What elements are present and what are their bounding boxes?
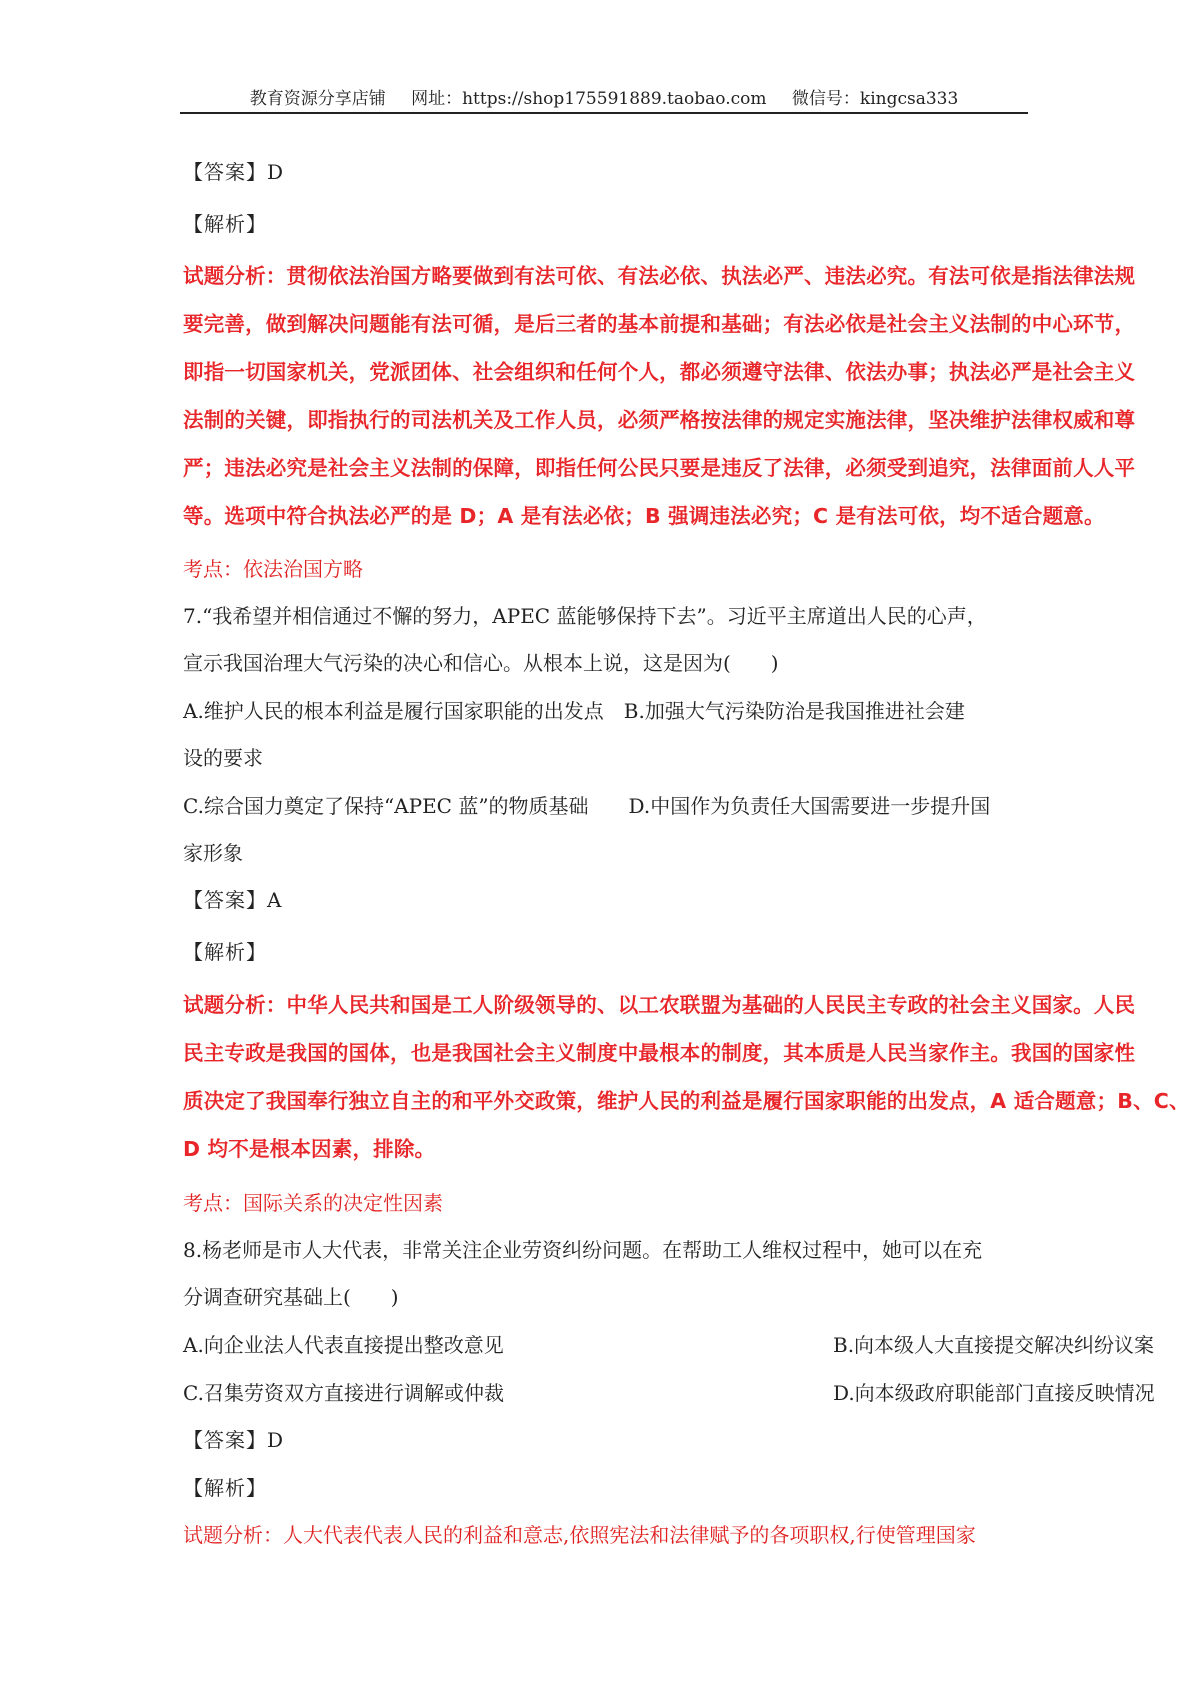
page-header — [180, 84, 1028, 114]
q8-analysis-label: 【解析】 — [183, 1476, 267, 1500]
q6-analysis-label: 【解析】 — [183, 212, 267, 236]
q7-analysis-line: D 均不是根本因素，排除。 — [183, 1137, 436, 1161]
header-shop: 教育资源分享店铺 — [249, 89, 386, 109]
q8-stem-line: 分调查研究基础上( ) — [183, 1285, 399, 1309]
q7-analysis-label: 【解析】 — [183, 940, 267, 964]
q6-analysis-line: 试题分析：贯彻依法治国方略要做到有法可依、有法必依、执法必严、违法必究。有法可依是指法律法规 — [183, 264, 1136, 288]
q7-option-line: 家形象 — [183, 841, 243, 865]
q8-option-row — [183, 1377, 1155, 1406]
q8-option-c: C.召集劳资双方直接进行调解或仲裁 — [183, 1381, 504, 1405]
q6-answer: 【答案】D — [183, 160, 285, 184]
q7-option-line: A.维护人民的根本利益是履行国家职能的出发点 B.加强大气污染防治是我国推进社会建 — [183, 699, 965, 723]
q8-option-a: A.向企业法人代表直接提出整改意见 — [183, 1333, 504, 1357]
q8-option-row — [183, 1329, 1155, 1358]
q8-option-d: D.向本级政府职能部门直接反映情况 — [833, 1381, 1155, 1405]
q8-analysis-line: 试题分析：人大代表代表人民的利益和意志,依照宪法和法律赋予的各项职权,行使管理国家 — [183, 1523, 976, 1547]
header-url: 网址：https://shop175591889.taobao.com — [411, 89, 767, 109]
q6-analysis-line: 严；违法必究是社会主义法制的保障，即指任何公民只要是违反了法律，必须受到追究，法律面前人人平 — [183, 456, 1136, 480]
q7-option-line: 设的要求 — [183, 746, 263, 770]
header-wechat: 微信号：kingcsa333 — [791, 89, 959, 109]
q8-answer: 【答案】D — [183, 1428, 285, 1452]
q6-analysis-line: 等。选项中符合执法必严的是 D；A 是有法必依；B 强调违法必究；C 是有法可依，均不适合题意。 — [183, 504, 1105, 528]
q7-kaodian: 考点：国际关系的决定性因素 — [183, 1191, 443, 1215]
q7-option-line: C.综合国力奠定了保持“APEC 蓝”的物质基础 D.中国作为负责任大国需要进一步提升国 — [183, 794, 991, 818]
q7-stem-line: 7.“我希望并相信通过不懈的努力，APEC 蓝能够保持下去”。习近平主席道出人民的心声， — [183, 604, 987, 628]
q6-kaodian: 考点：依法治国方略 — [183, 557, 363, 581]
q7-analysis-line: 质决定了我国奉行独立自主的和平外交政策，维护人民的利益是履行国家职能的出发点，A 适合题意；B、C、 — [183, 1089, 1190, 1113]
q7-answer: 【答案】A — [183, 888, 283, 912]
q6-analysis-line: 要完善，做到解决问题能有法可循，是后三者的基本前提和基础；有法必依是社会主义法制的中心环节， — [183, 312, 1136, 336]
q7-analysis-line: 试题分析：中华人民共和国是工人阶级领导的、以工农联盟为基础的人民民主专政的社会主义国家。人民 — [183, 993, 1136, 1017]
q6-analysis-line: 法制的关键，即指执行的司法机关及工作人员，必须严格按法律的规定实施法律，坚决维护法律权威和尊 — [183, 408, 1136, 432]
q7-stem-line: 宣示我国治理大气污染的决心和信心。从根本上说，这是因为( ) — [183, 651, 779, 675]
q8-stem-line: 8.杨老师是市人大代表，非常关注企业劳资纠纷问题。在帮助工人维权过程中，她可以在充 — [183, 1238, 983, 1262]
q6-analysis-line: 即指一切国家机关，党派团体、社会组织和任何个人，都必须遵守法律、依法办事；执法必严是社会主义 — [183, 360, 1136, 384]
q7-analysis-line: 民主专政是我国的国体，也是我国社会主义制度中最根本的制度，其本质是人民当家作主。我国的国家性 — [183, 1041, 1136, 1065]
q8-option-b: B.向本级人大直接提交解决纠纷议案 — [833, 1333, 1155, 1357]
